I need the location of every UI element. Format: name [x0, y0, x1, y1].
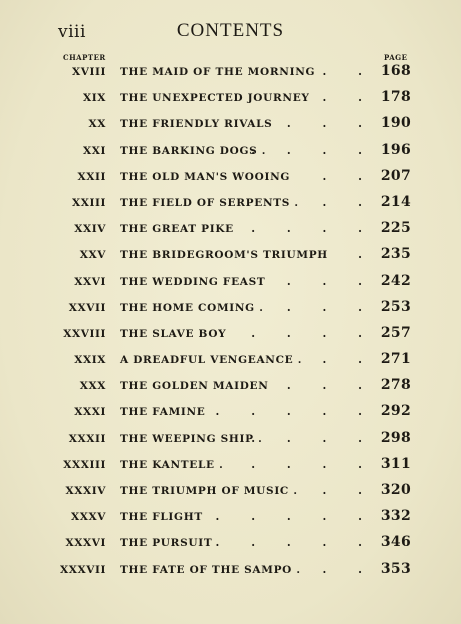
chapter-numeral: XXX [79, 380, 106, 393]
contents-entry [0, 87, 461, 113]
contents-entry [0, 375, 461, 401]
chapter-title: THE GREAT PIKE [120, 223, 234, 236]
page-number: 346 [380, 534, 411, 551]
chapter-numeral: XXXVII [59, 563, 106, 576]
contents-entry [0, 349, 461, 375]
page-number: 271 [380, 351, 411, 368]
chapter-title: THE WEEPING SHIP . [120, 432, 263, 445]
contents-entry [0, 271, 461, 297]
leader-dots: . . . . [251, 222, 376, 236]
contents-entry [0, 113, 461, 139]
page-number: 168 [380, 63, 411, 79]
chapter-numeral: XVIII [71, 66, 106, 78]
leader-dots: . . . . . [215, 536, 376, 550]
contents-entry [0, 506, 461, 532]
contents-entry [0, 218, 461, 244]
page-column-label: PAGE [384, 53, 408, 62]
leader-dots: . . [322, 65, 376, 78]
page-number: 235 [380, 246, 411, 263]
leader-dots: . . . [286, 274, 376, 288]
contents-entry [0, 323, 461, 349]
leader-dots: . . . . [251, 326, 376, 340]
chapter-title: THE PURSUIT [120, 537, 213, 550]
chapter-title: THE BARKING DOGS . [120, 144, 267, 157]
chapter-column-label: CHAPTER [63, 53, 106, 62]
chapter-numeral: XXVI [74, 275, 106, 288]
page-number: 178 [380, 89, 411, 106]
chapter-title: THE GOLDEN MAIDEN [120, 380, 269, 393]
leader-dots: . . [322, 484, 376, 497]
contents-entry [0, 401, 461, 427]
chapter-title: THE FIELD OF SERPENTS . [120, 196, 299, 209]
chapter-numeral: XXIV [74, 223, 106, 236]
page-number: 332 [380, 508, 411, 525]
leader-dots: . . [322, 353, 376, 367]
chapter-title: THE FATE OF THE SAMPO . [120, 563, 301, 576]
chapter-numeral: XIX [82, 92, 106, 105]
leader-dots: . . . . . [215, 510, 376, 524]
contents-entry [0, 532, 461, 558]
page-number: 207 [380, 167, 411, 184]
contents-entry [0, 192, 461, 218]
chapter-title: THE FLIGHT [120, 511, 203, 524]
page-number: 298 [380, 429, 411, 446]
chapter-title: THE FRIENDLY RIVALS [120, 118, 273, 131]
contents-list [0, 61, 461, 585]
chapter-numeral: XXXIII [63, 458, 106, 471]
leader-dots: . . [322, 91, 376, 105]
contents-entry [0, 61, 461, 87]
chapter-title: THE OLD MAN'S WOOING [120, 170, 291, 183]
page-number: 292 [380, 403, 411, 420]
chapter-numeral: XXXI [74, 406, 106, 419]
leader-dots: . . [322, 169, 376, 183]
chapter-numeral: XXIX [74, 354, 106, 367]
chapter-numeral: XXXVI [65, 537, 106, 550]
contents-entry [0, 559, 461, 585]
leader-dots: . . . [286, 117, 376, 131]
chapter-title: THE BRIDEGROOM'S TRIUMPH [120, 249, 328, 262]
leader-dots: . . . . [251, 143, 376, 157]
leader-dots: . . . . [251, 431, 376, 445]
contents-entry [0, 428, 461, 454]
chapter-numeral: XXXV [71, 511, 106, 524]
contents-entry [0, 480, 461, 506]
page-title: CONTENTS [176, 20, 285, 41]
chapter-title: THE MAID OF THE MORNING [120, 66, 316, 78]
contents-entry [0, 244, 461, 270]
page-number: 190 [380, 115, 411, 132]
chapter-numeral: XXV [79, 249, 106, 262]
page-number: 353 [380, 560, 411, 577]
page-folio: viii [58, 22, 86, 42]
chapter-numeral: XXII [77, 170, 106, 183]
leader-dots: . . [322, 248, 376, 262]
chapter-numeral: XXVIII [63, 327, 106, 340]
page-number: 257 [380, 324, 411, 341]
contents-entry [0, 454, 461, 480]
leader-dots: . . . . [251, 457, 376, 471]
chapter-numeral: XXXIV [65, 485, 106, 497]
contents-entry [0, 297, 461, 323]
page-number: 196 [380, 141, 411, 158]
chapter-numeral: XXXII [68, 432, 106, 445]
contents-entry [0, 140, 461, 166]
page-number: 214 [380, 193, 411, 210]
leader-dots: . . [322, 562, 376, 576]
chapter-numeral: XXIII [71, 196, 106, 209]
chapter-title: A DREADFUL VENGEANCE . [120, 354, 303, 367]
leader-dots: . . . . . [215, 405, 376, 419]
chapter-title: THE SLAVE BOY [120, 327, 227, 340]
chapter-title: THE HOME COMING . [120, 301, 264, 314]
chapter-title: THE TRIUMPH OF MUSIC . [120, 485, 298, 497]
page-number: 242 [380, 272, 411, 289]
page-number: 320 [380, 482, 411, 498]
chapter-title: THE WEDDING FEAST [120, 275, 266, 288]
chapter-title: THE FAMINE [120, 406, 206, 419]
page-number: 278 [380, 377, 411, 394]
page-number: 253 [380, 298, 411, 315]
chapter-title: THE KANTELE . [120, 458, 224, 471]
chapter-numeral: XXI [82, 144, 106, 157]
chapter-numeral: XXVII [68, 301, 106, 314]
page-number: 225 [380, 220, 411, 237]
leader-dots: . . [322, 195, 376, 209]
contents-entry [0, 166, 461, 192]
chapter-title: THE UNEXPECTED JOURNEY [120, 92, 310, 105]
page-number: 311 [380, 455, 411, 472]
leader-dots: . . . [286, 379, 376, 393]
chapter-numeral: XX [88, 118, 106, 131]
leader-dots: . . . [286, 300, 376, 314]
